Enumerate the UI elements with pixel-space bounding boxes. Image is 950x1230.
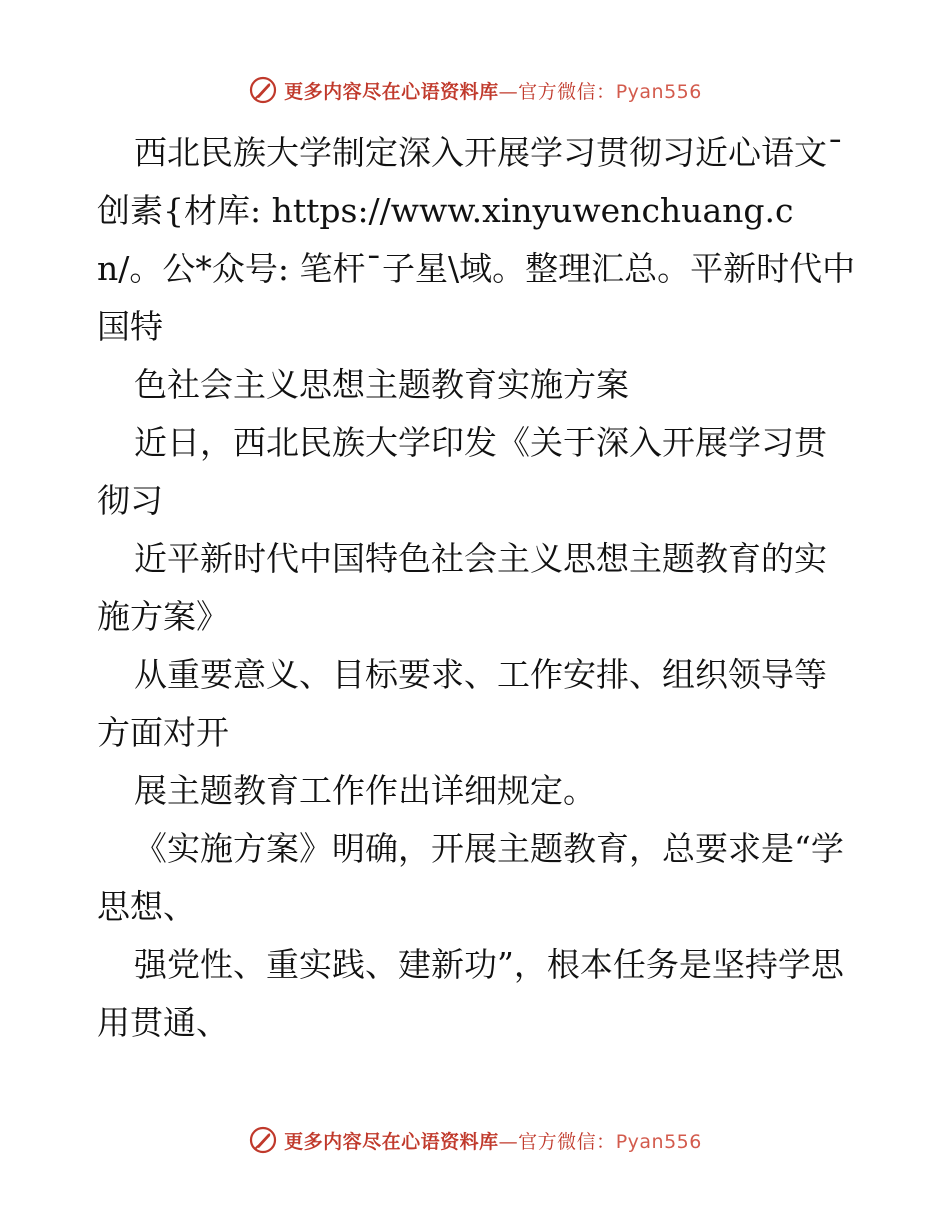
banner-text [284, 77, 702, 104]
banner-site-text: 更多内容尽在心语资料库 [284, 1130, 499, 1153]
paragraph: 西北民族大学制定深入开展学习贯彻习近心语文¯创素{材库: https://www.xinyuwenchuang.cn/。公*众号: 笔杆¯子星\域。整理汇总。平新时代中国特 [97, 133, 856, 346]
banner-official-text: 官方微信： [518, 1130, 616, 1153]
banner-dash: — [498, 1130, 519, 1153]
paragraph: 近平新时代中国特色社会主义思想主题教育的实施方案》 [97, 539, 827, 636]
paragraph: 从重要意义、目标要求、工作安排、组织领导等方面对开 [97, 655, 827, 752]
header-watermark-banner [0, 70, 950, 110]
footer-watermark-banner [0, 1120, 950, 1160]
paragraph: 强党性、重实践、建新功”，根本任务是坚持学思用贯通、 [97, 945, 844, 1042]
banner-text [284, 1127, 702, 1154]
paragraph: 色社会主义思想主题教育实施方案 [134, 365, 629, 404]
banner-site-text: 更多内容尽在心语资料库 [284, 80, 499, 103]
quill-pen-logo-icon [248, 1125, 278, 1155]
quill-pen-logo-icon [248, 75, 278, 105]
banner-official-text: 官方微信： [518, 80, 616, 103]
document-body [97, 124, 857, 1052]
paragraph: 《实施方案》明确，开展主题教育，总要求是“学思想、 [97, 829, 844, 926]
paragraph: 近日，西北民族大学印发《关于深入开展学习贯彻习 [97, 423, 827, 520]
paragraph: 展主题教育工作作出详细规定。 [134, 771, 596, 810]
banner-wechat-id: Pyan556 [615, 80, 702, 103]
banner-wechat-id: Pyan556 [615, 1130, 702, 1153]
banner-dash: — [498, 80, 519, 103]
